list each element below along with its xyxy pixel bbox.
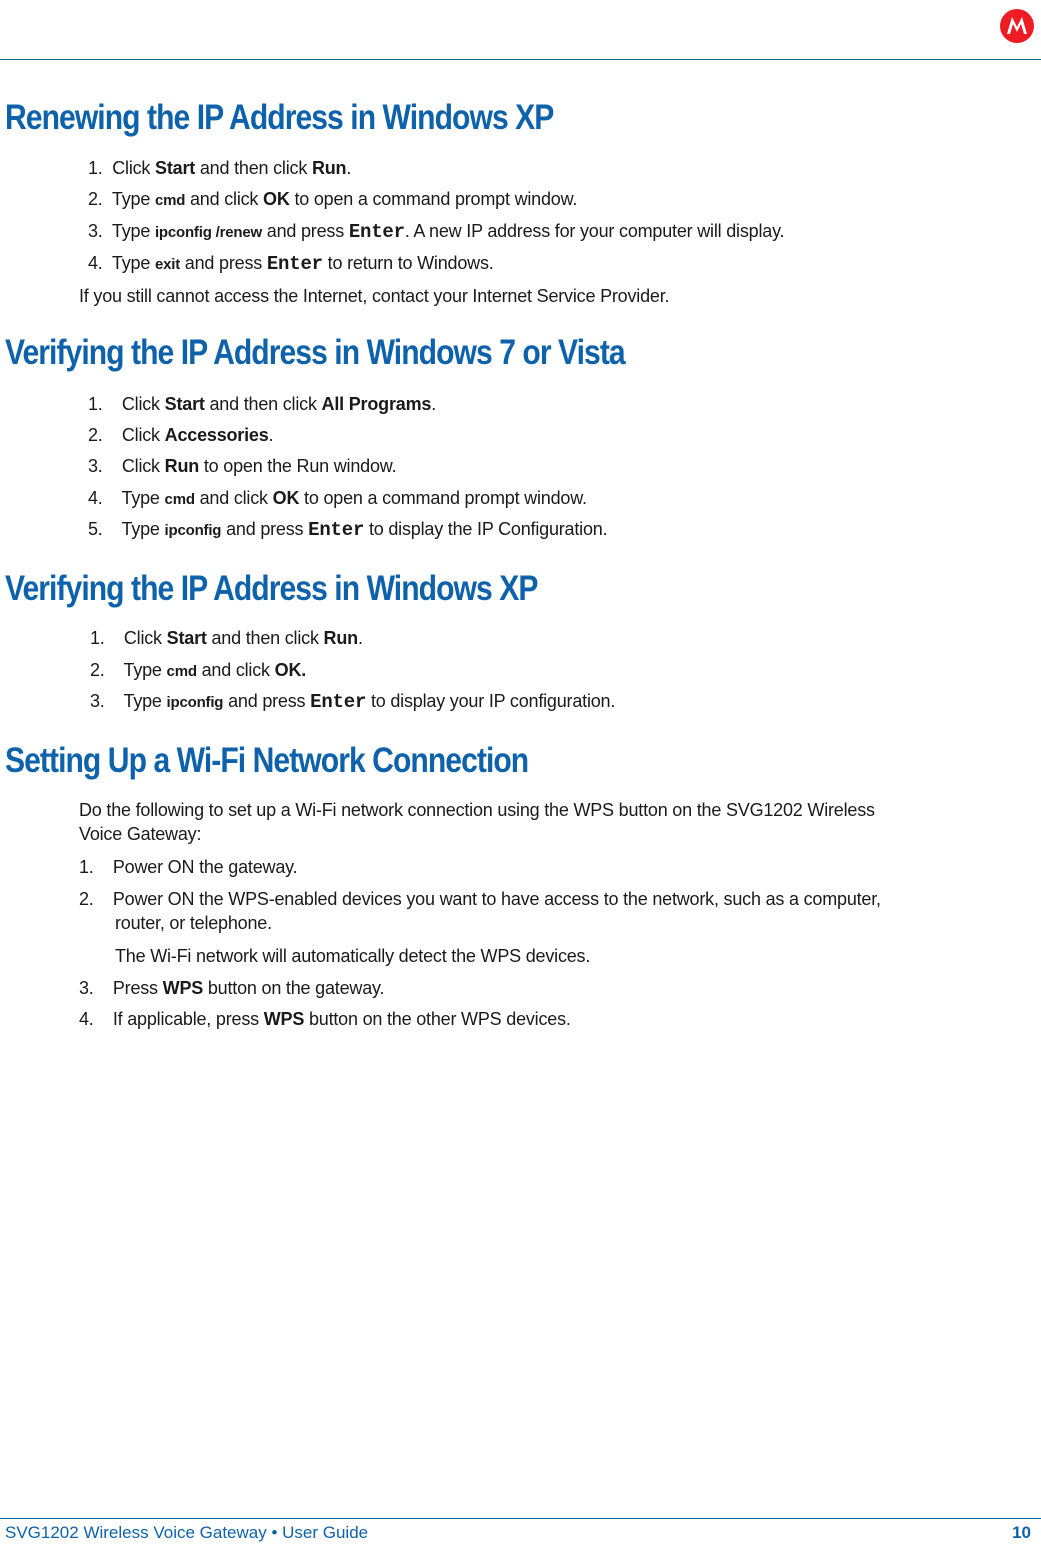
step-4: 4. If applicable, press WPS button on the other WPS devices. xyxy=(79,1009,571,1029)
step-3: 3. Press WPS button on the gateway. xyxy=(79,978,385,998)
page-number: 10 xyxy=(1012,1523,1031,1542)
wifi-intro-line1: Do the following to set up a Wi-Fi network connection using the WPS button on the SVG1202 Wireless xyxy=(79,800,875,820)
step-3: 3. Click Run to open the Run window. xyxy=(88,456,397,476)
step-2: 2. Type cmd and click OK. xyxy=(90,660,307,680)
footer-title: SVG1202 Wireless Voice Gateway • User Guide xyxy=(5,1523,369,1542)
wifi-intro-line2: Voice Gateway: xyxy=(79,824,202,844)
isp-note: If you still cannot access the Internet, contact your Internet Service Provider. xyxy=(79,286,670,306)
step-2: 2. Type cmd and click OK to open a command prompt window. xyxy=(88,189,578,209)
step-3: 3. Type ipconfig /renew and press Enter. A new IP address for your computer will display. xyxy=(88,221,785,243)
section-title-verify-xp: Verifying the IP Address in Windows XP xyxy=(5,569,538,608)
section-title-wifi-setup: Setting Up a Wi-Fi Network Connection xyxy=(5,741,529,780)
step-2-continued: router, or telephone. xyxy=(115,913,272,933)
step-1: 1. Click Start and then click All Programs. xyxy=(88,394,436,414)
footer-divider xyxy=(0,1518,1041,1519)
step-5: 5. Type ipconfig and press Enter to display the IP Configuration. xyxy=(88,519,608,541)
step-2: 2. Click Accessories. xyxy=(88,425,274,445)
step-2-note: The Wi-Fi network will automatically detect the WPS devices. xyxy=(115,946,591,966)
header-divider xyxy=(0,59,1041,60)
motorola-logo-icon xyxy=(1000,9,1034,43)
section-title-renew-xp: Renewing the IP Address in Windows XP xyxy=(5,98,554,137)
step-1: 1. Power ON the gateway. xyxy=(79,857,298,877)
step-4: 4. Type exit and press Enter to return to Windows. xyxy=(88,253,494,275)
step-2: 2. Power ON the WPS-enabled devices you want to have access to the network, such as a computer, xyxy=(79,889,881,909)
section-title-verify-win7: Verifying the IP Address in Windows 7 or Vista xyxy=(5,333,625,372)
step-3: 3. Type ipconfig and press Enter to display your IP configuration. xyxy=(90,691,616,713)
step-4: 4. Type cmd and click OK to open a command prompt window. xyxy=(88,488,587,508)
step-1: 1. Click Start and then click Run. xyxy=(90,628,363,648)
step-1: 1. Click Start and then click Run. xyxy=(88,158,352,178)
